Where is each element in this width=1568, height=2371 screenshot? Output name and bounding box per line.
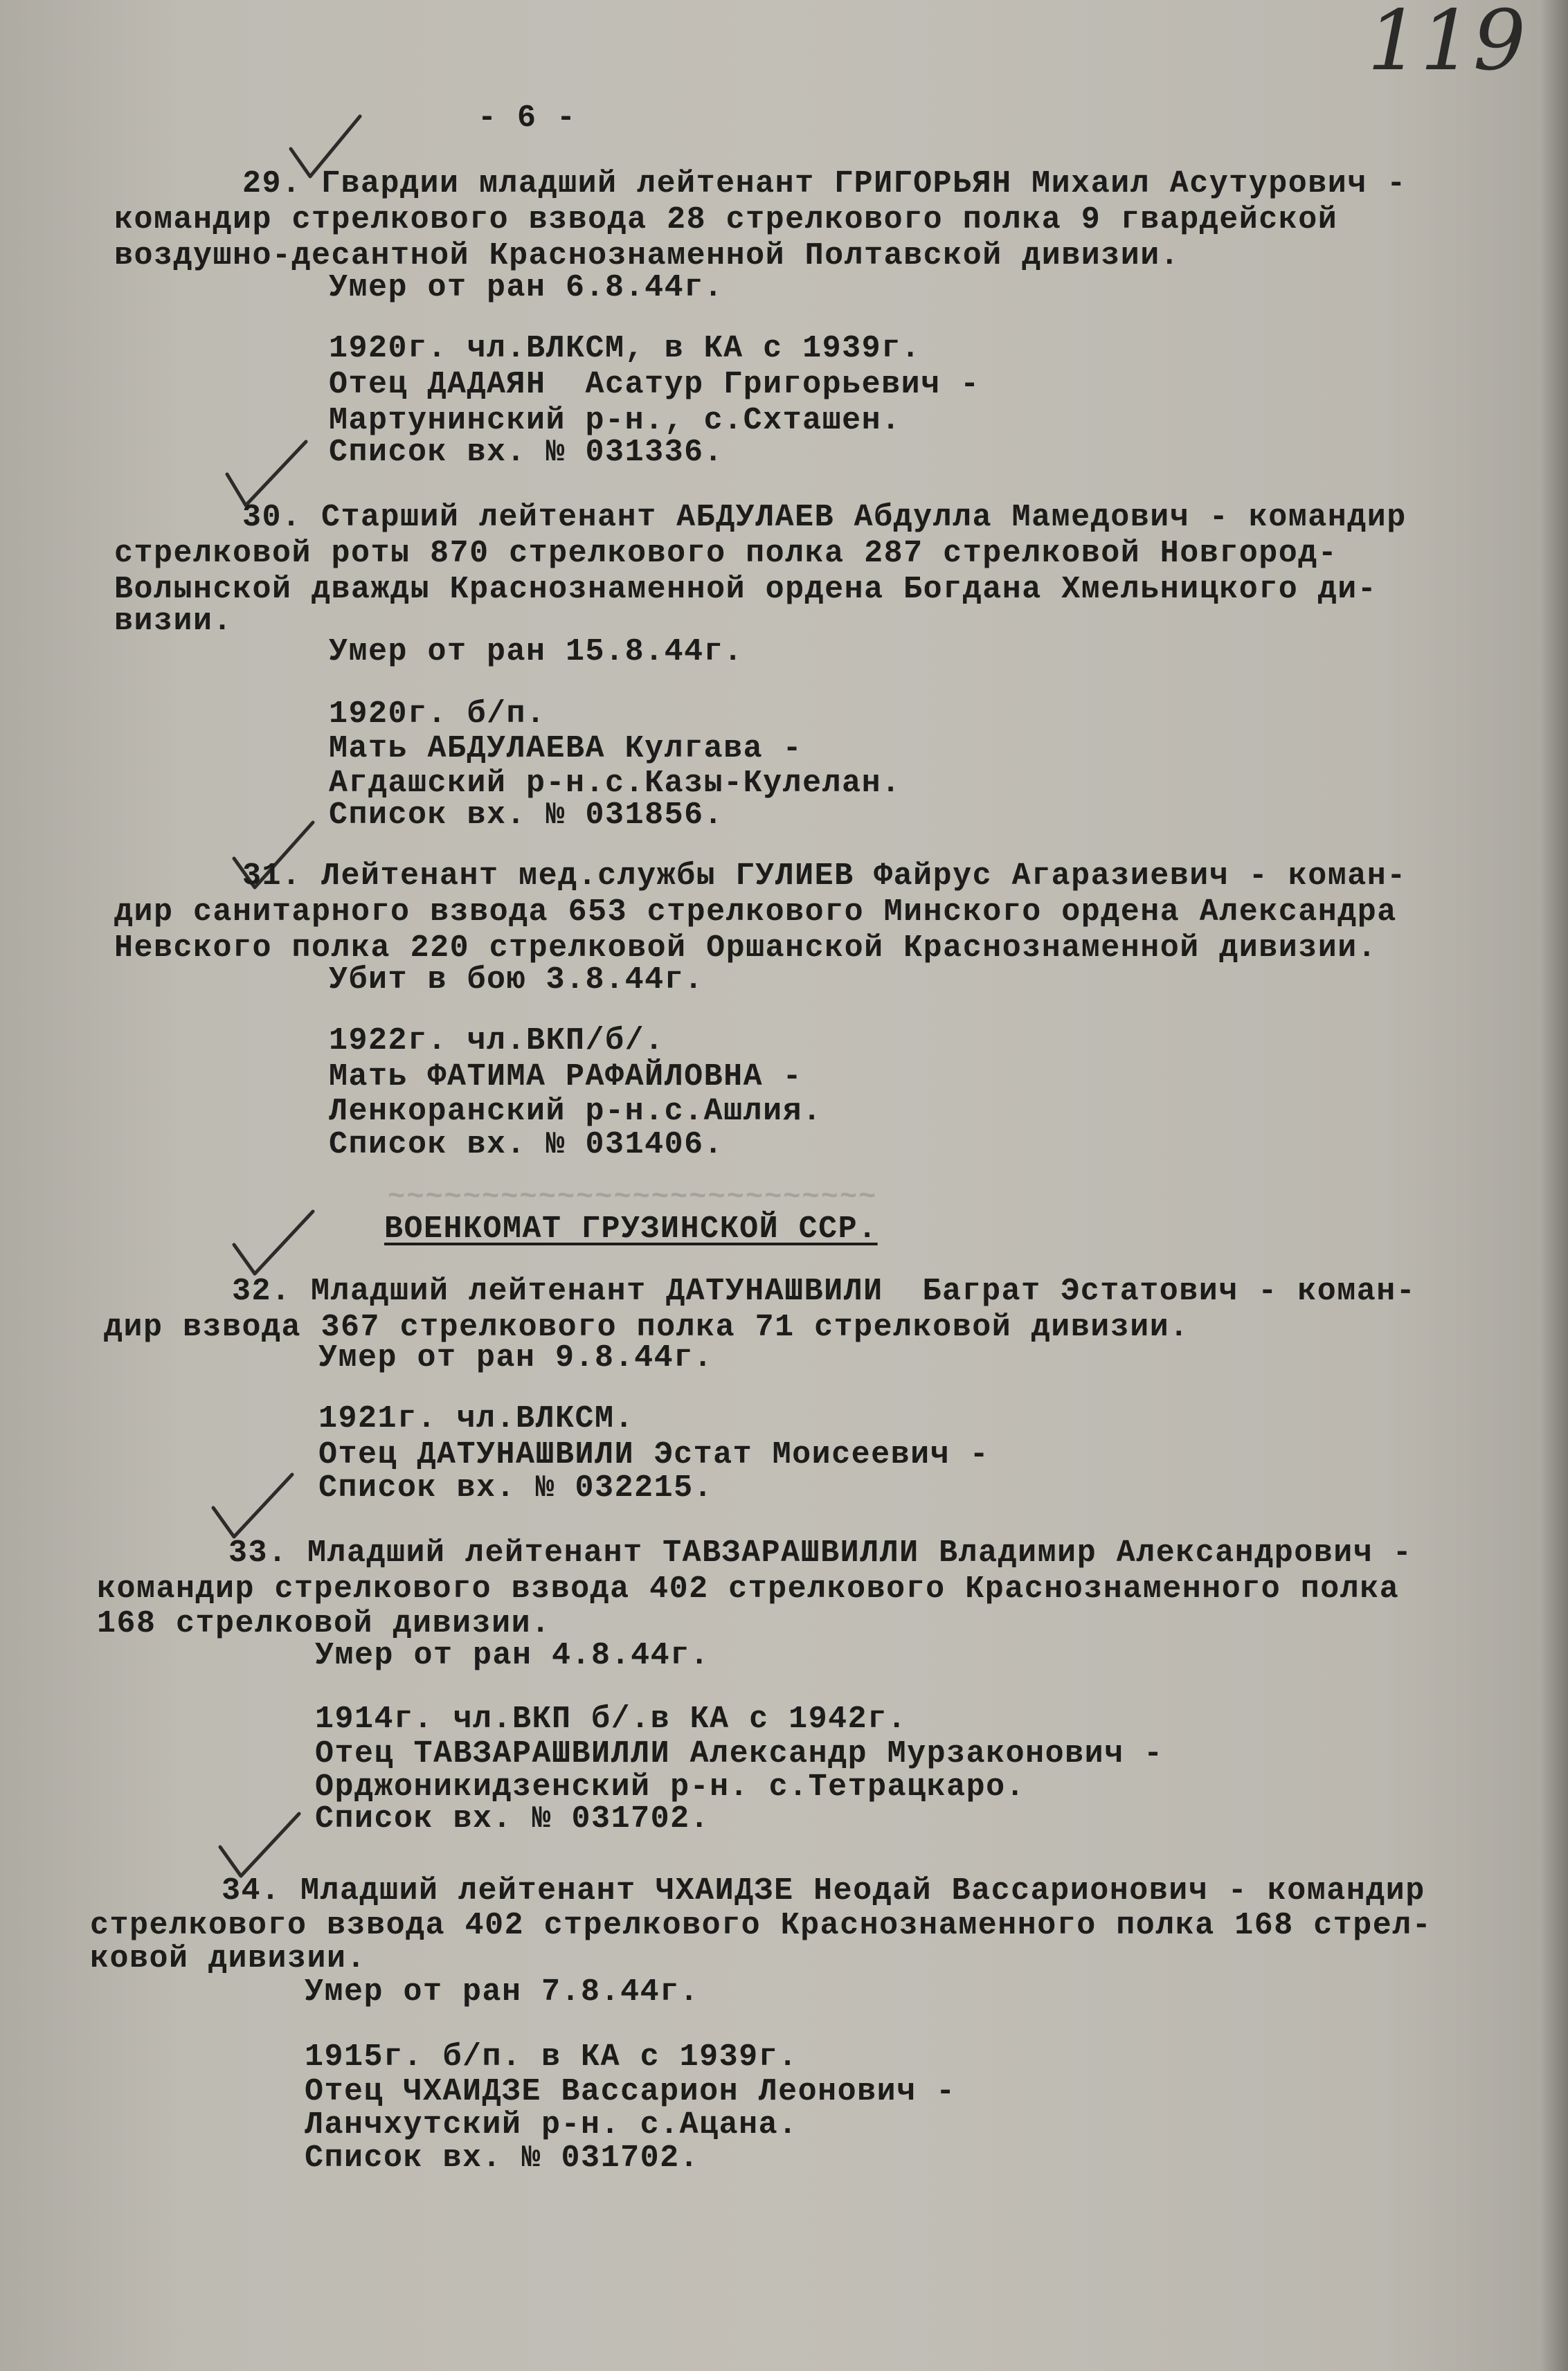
entry-34-line-2: стрелкового взвода 402 стрелкового Краснознаменного полка 168 стрел- xyxy=(90,1908,1432,1943)
entry-30-detail-3: Агдашский р-н.с.Казы-Кулелан. xyxy=(329,766,901,801)
entry-34-line-3: ковой дивизии. xyxy=(90,1941,367,1976)
entry-31-detail-1: 1922г. чл.ВКП/б/. xyxy=(329,1023,665,1058)
entry-30-line-3: Волынской дважды Краснознаменной ордена Богдана Хмельницкого ди- xyxy=(114,572,1378,607)
entry-31-detail-3: Ленкоранский р-н.с.Ашлия. xyxy=(329,1094,822,1129)
check-mark-icon xyxy=(228,1205,318,1281)
section-heading: ВОЕНКОМАТ ГРУЗИНСКОЙ ССР. xyxy=(384,1211,878,1247)
entry-29-line-3: воздушно-десантной Краснознаменной Полтавской дивизии. xyxy=(114,238,1180,273)
entry-31-status: Убит в бою 3.8.44г. xyxy=(329,962,704,998)
entry-32-line-1: 32. Младший лейтенант ДАТУНАШВИЛИ Баграт Эстатович - коман- xyxy=(232,1274,1416,1309)
bleed-through-mark: ~~~~~~~~~~~~~~~~~~~~~~~~~~ xyxy=(388,1180,878,1214)
entry-32-line-2: дир взвода 367 стрелкового полка 71 стрелковой дивизии. xyxy=(104,1310,1189,1345)
entry-32-detail-2: Отец ДАТУНАШВИЛИ Эстат Моисеевич - xyxy=(318,1437,990,1472)
entry-30-detail-4: Список вх. № 031856. xyxy=(329,797,724,833)
entry-31-line-2: дир санитарного взвода 653 стрелкового Минского ордена Александра xyxy=(114,894,1397,930)
entry-34-detail-4: Список вх. № 031702. xyxy=(305,2140,700,2176)
entry-30-detail-1: 1920г. б/п. xyxy=(329,696,546,732)
entry-29-detail-2: Отец ДАДАЯН Асатур Григорьевич - xyxy=(329,367,980,402)
check-mark-icon xyxy=(215,1807,305,1883)
entry-30-detail-2: Мать АБДУЛАЕВА Кулгава - xyxy=(329,731,803,766)
entry-33-status: Умер от ран 4.8.44г. xyxy=(315,1638,710,1673)
entry-33-line-2: командир стрелкового взвода 402 стрелкового Краснознаменного полка xyxy=(97,1571,1400,1607)
entry-30-line-4: визии. xyxy=(114,604,233,639)
entry-29-detail-3: Мартунинский р-н., с.Схташен. xyxy=(329,403,901,438)
entry-33-line-3: 168 стрелковой дивизии. xyxy=(97,1606,551,1641)
entry-29-detail-4: Список вх. № 031336. xyxy=(329,435,724,470)
entry-29-detail-1: 1920г. чл.ВЛКСМ, в КА с 1939г. xyxy=(329,331,921,366)
entry-29-line-1: 29. Гвардии младший лейтенант ГРИГОРЬЯН Михаил Асутурович - xyxy=(242,166,1407,201)
entry-34-detail-1: 1915г. б/п. в КА с 1939г. xyxy=(305,2039,798,2075)
entry-30-line-1: 30. Старший лейтенант АБДУЛАЕВ Абдулла Мамедович - командир xyxy=(242,500,1407,535)
page-edge-shadow xyxy=(1540,0,1568,2371)
entry-34-line-1: 34. Младший лейтенант ЧХАИДЗЕ Неодай Вассарионович - командир xyxy=(222,1873,1425,1909)
entry-32-status: Умер от ран 9.8.44г. xyxy=(318,1340,714,1376)
entry-33-detail-4: Список вх. № 031702. xyxy=(315,1801,710,1837)
entry-34-status: Умер от ран 7.8.44г. xyxy=(305,1974,700,2010)
entry-31-detail-2: Мать ФАТИМА РАФАЙЛОВНА - xyxy=(329,1059,803,1094)
entry-29-status: Умер от ран 6.8.44г. xyxy=(329,270,724,305)
archive-number: 119 xyxy=(1367,0,1526,89)
entry-33-detail-1: 1914г. чл.ВКП б/.в КА с 1942г. xyxy=(315,1702,908,1737)
entry-31-detail-4: Список вх. № 031406. xyxy=(329,1127,724,1162)
entry-31-line-3: Невского полка 220 стрелковой Оршанской Краснознаменной дивизии. xyxy=(114,930,1378,966)
entry-33-detail-3: Орджоникидзенский р-н. с.Тетрацкаро. xyxy=(315,1769,1026,1805)
entry-31-line-1: 31. Лейтенант мед.службы ГУЛИЕВ Файрус Агаразиевич - коман- xyxy=(242,858,1407,894)
entry-30-status: Умер от ран 15.8.44г. xyxy=(329,634,744,669)
entry-33-detail-2: Отец ТАВЗАРАШВИЛЛИ Александр Мурзаконович - xyxy=(315,1736,1164,1772)
entry-30-line-2: стрелковой роты 870 стрелкового полка 287 стрелковой Новгород- xyxy=(114,536,1338,571)
entry-34-detail-2: Отец ЧХАИДЗЕ Вассарион Леонович - xyxy=(305,2074,956,2109)
page-number: - 6 - xyxy=(478,100,577,136)
check-mark-icon xyxy=(208,1468,298,1544)
entry-29-line-2: командир стрелкового взвода 28 стрелкового полка 9 гвардейской xyxy=(114,202,1338,237)
entry-32-detail-3: Список вх. № 032215. xyxy=(318,1470,714,1506)
entry-34-detail-3: Ланчхутский р-н. с.Ацана. xyxy=(305,2107,798,2143)
entry-32-detail-1: 1921г. чл.ВЛКСМ. xyxy=(318,1401,635,1436)
entry-33-line-1: 33. Младший лейтенант ТАВЗАРАШВИЛЛИ Владимир Александрович - xyxy=(228,1535,1413,1571)
